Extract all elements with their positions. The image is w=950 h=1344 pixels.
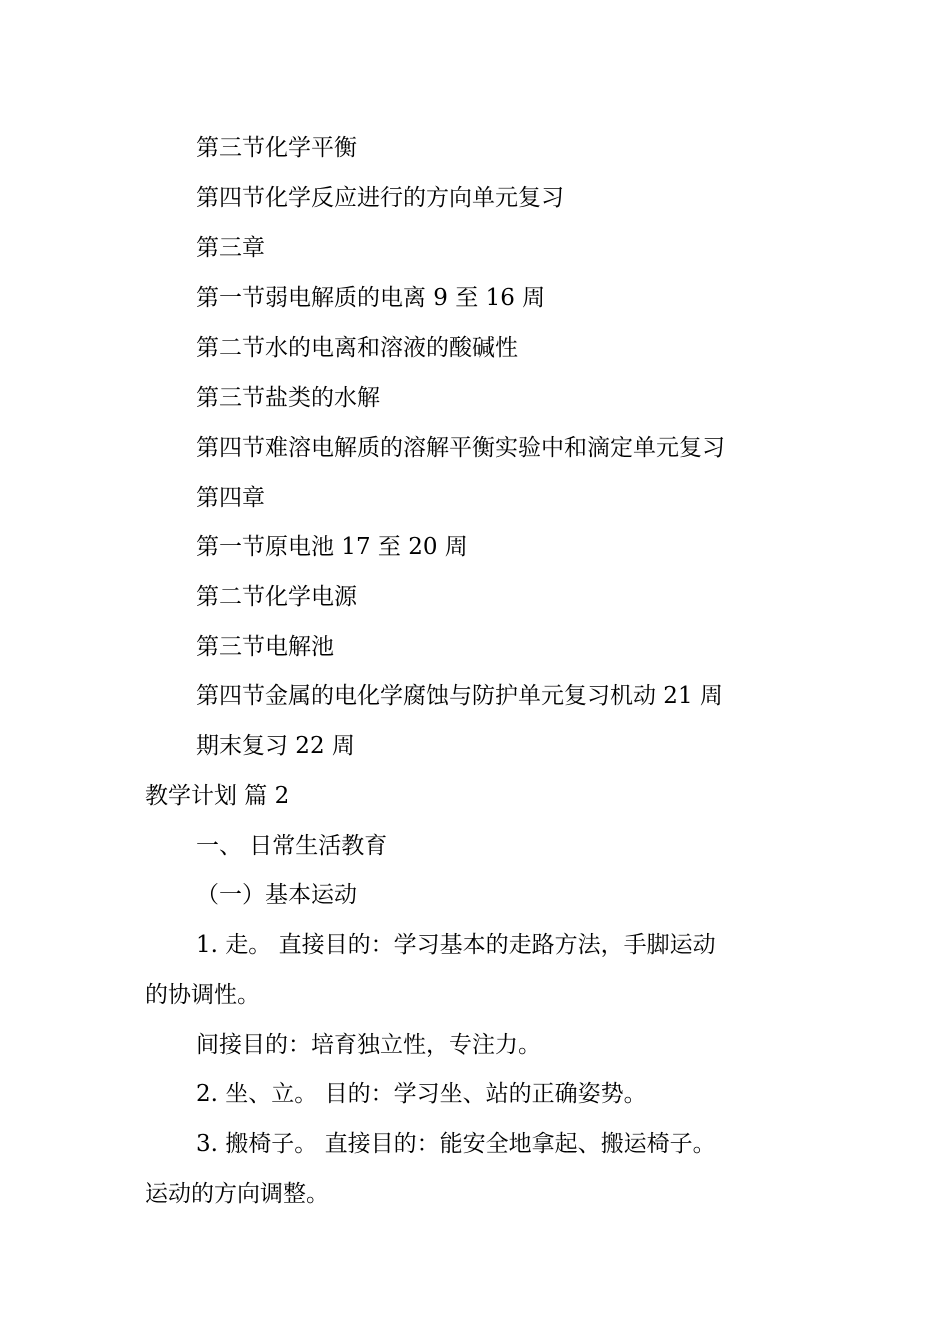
chapter-heading: 第四章: [196, 485, 265, 511]
text-line: 第三节盐类的水解: [196, 385, 380, 411]
chapter-heading: 第三章: [196, 235, 265, 261]
text-line: 第二节水的电离和溶液的酸碱性: [196, 335, 518, 361]
text-line: 一、 日常生活教育: [196, 833, 388, 859]
text-line: （一）基本运动: [196, 882, 357, 908]
text-line: 第四节金属的电化学腐蚀与防护单元复习机动 21 周: [196, 683, 723, 709]
text-line: 第一节原电池 17 至 20 周: [196, 534, 468, 560]
text-line: 的协调性。: [145, 982, 260, 1008]
text-line: 第三节电解池: [196, 634, 334, 660]
text-line: 2. 坐、立。 目的：学习坐、站的正确姿势。: [196, 1081, 647, 1107]
text-line: 1. 走。 直接目的：学习基本的走路方法，手脚运动: [196, 932, 716, 958]
text-line: 第二节化学电源: [196, 584, 357, 610]
text-line: 第四节化学反应进行的方向单元复习: [196, 185, 564, 211]
text-line: 第四节难溶电解质的溶解平衡实验中和滴定单元复习: [196, 435, 725, 461]
text-line: 第一节弱电解质的电离 9 至 16 周: [196, 285, 546, 311]
text-line: 间接目的：培育独立性，专注力。: [196, 1032, 541, 1058]
text-line: 运动的方向调整。: [145, 1181, 329, 1207]
text-line: 第三节化学平衡: [196, 135, 357, 161]
text-line: 期末复习 22 周: [196, 733, 355, 759]
section-title: 教学计划 篇 2: [145, 783, 290, 809]
text-line: 3. 搬椅子。 直接目的：能安全地拿起、搬运椅子。: [196, 1131, 716, 1157]
